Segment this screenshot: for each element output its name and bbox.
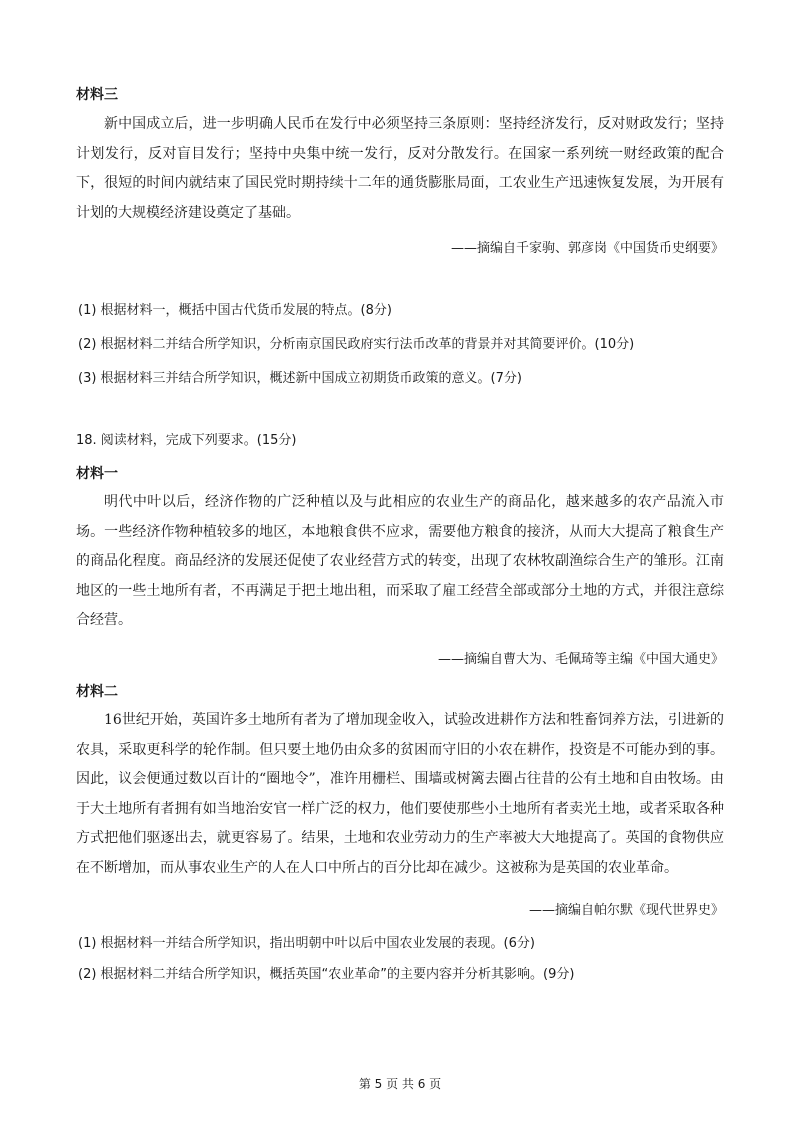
q18-material2-source: ——摘编自帕尔默《现代世界史》 [528,903,724,918]
q17-item-3: (3) 根据材料三并结合所学知识，概述新中国成立初期货币政策的意义。(7分) [78,371,522,386]
material3-text: 新中国成立后，进一步明确人民币在发行中必须坚持三条原则：坚持经济发行，反对财政发行；坚持计划发行，反对盲目发行；坚持中央集中统一发行，反对分散发行。在国家一系列统一财经政策的配合下，很短的时间内就结束了国民党时期持续十二年的通货膨胀局面，工农业生产迅速恢复发展，为开展有计划的大规模经济建设奠定了基础。 [76,116,724,221]
page-footer: 第 5 页 共 6 页 [358,1077,442,1091]
material3-heading: 材料三 [76,87,118,103]
material3-source: ——摘编自千家驹、郭彦岗《中国货币史纲要》 [450,241,724,256]
q18-material1-heading: 材料一 [76,466,118,482]
q18-material2-text: 16世纪开始，英国许多土地所有者为了增加现金收入，试验改进耕作方法和牲畜饲养方法，引进新的农具，采取更科学的轮作制。但只要土地仍由众多的贫困而守旧的小农在耕作，投资是不可能办到的事。因此，议会便通过数以百计的“圈地令”，准许用栅栏、围墙或树篱去圈占往昔的公有土地和自由牧场。由于大土地所有者拥有如当地治安官一样广泛的权力，他们要使那些小土地所有者卖光土地，或者采取各种方式把他们驱逐出去，就更容易了。结果，土地和农业劳动力的生产率被大大地提高了。英国的食物供应在不断增加，而从事农业生产的人在人口中所占的百分比却在减少。这被称为是英国的农业革命。 [76,712,724,876]
q18-material2-heading: 材料二 [76,684,118,700]
q17-item-1: (1) 根据材料一，概括中国古代货币发展的特点。(8分) [78,303,392,318]
q18-item-1: (1) 根据材料一并结合所学知识，指出明朝中叶以后中国农业发展的表现。(6分) [78,936,535,951]
q18-material1-source: ——摘编自曹大为、毛佩琦等主编《中国大通史》 [437,652,724,667]
q18-prompt: 18. 阅读材料，完成下列要求。(15分) [76,433,297,448]
q18-material1-text: 明代中叶以后，经济作物的广泛种植以及与此相应的农业生产的商品化，越来越多的农产品流入市场。一些经济作物种植较多的地区，本地粮食供不应求，需要他方粮食的接济，从而大大提高了粮食生产的商品化程度。商品经济的发展还促使了农业经营方式的转变，出现了农林牧副渔综合生产的雏形。江南地区的一些土地所有者，不再满足于把土地出租，而采取了雇工经营全部或部分土地的方式，并很注意综合经营。 [76,494,724,628]
q18-item-2: (2) 根据材料二并结合所学知识，概括英国“农业革命”的主要内容并分析其影响。(9分) [78,967,575,982]
q17-item-2: (2) 根据材料二并结合所学知识，分析南京国民政府实行法币改革的背景并对其简要评价。(10分) [78,337,635,352]
